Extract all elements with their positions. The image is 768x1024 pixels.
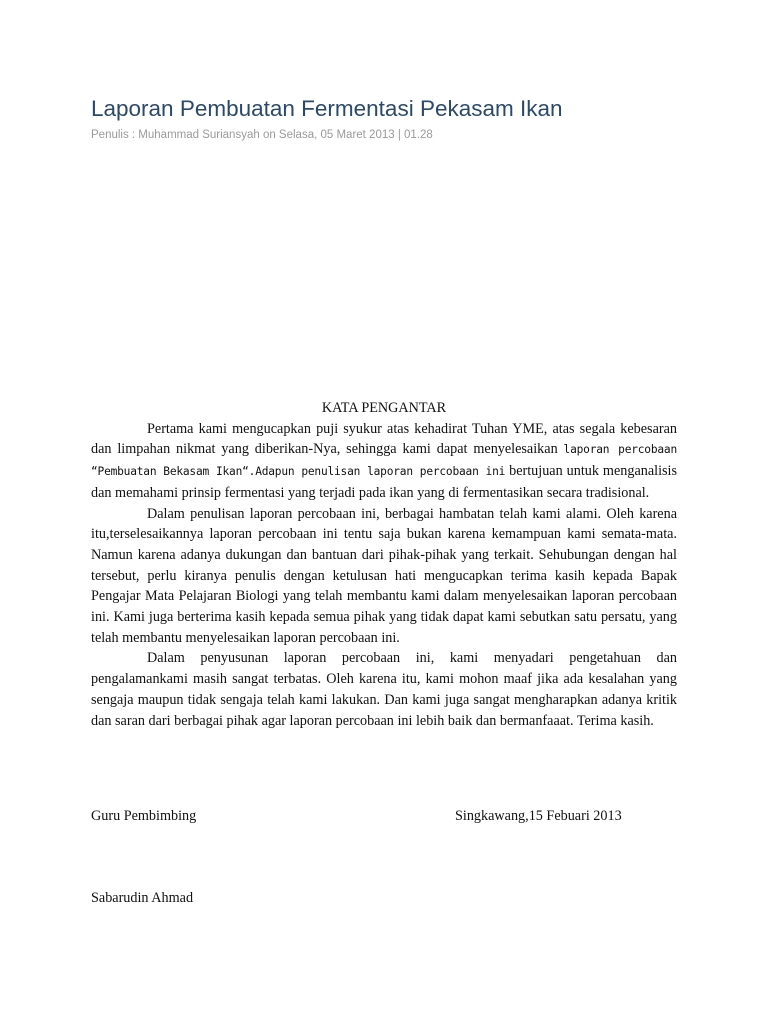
place-date: Singkawang,15 Febuari 2013	[455, 808, 622, 824]
paragraph-2: Dalam penulisan laporan percobaan ini, berbagai hambatan telah kami alami. Oleh karena itu,terselesaikannya laporan percobaan ini tentu saja bukan karena kemampuan kami semata-mata. Namun karena adanya dukungan dan bantuan dari pihak-pihak yang terkait. Sehubungan dengan hal tersebut, perlu kiranya penulis dengan ketulusan hati mengucapkan terima kasih kepada Bapak Pengajar Mata Pelajaran Biologi yang telah membantu kami dalam menyelesaikan laporan percobaan ini. Kami juga berterima kasih kepada semua pihak yang tidak dapat kami sebutkan satu persatu, yang telah membantu menyelesaikan laporan percobaan ini.	[91, 505, 677, 646]
paragraph-1-part-1: Pertama kami mengucapkan puji syukur atas kehadirat Tuhan YME, atas segala kebesaran dan limpahan nikmat yang diberikan-Nya, sehingga kami dapat menyelesaikan	[91, 420, 677, 458]
author-meta: Penulis : Muhammad Suriansyah on Selasa, 05 Maret 2013 | 01.28	[91, 129, 433, 141]
supervisor-label: Guru Pembimbing	[91, 808, 197, 824]
page-title: Laporan Pembuatan Fermentasi Pekasam Ikan	[91, 96, 563, 121]
paragraph-1-part-2: laporan percobaan “Pembuatan Bekasam Ikan“.Adapun penulisan laporan percobaan ini	[91, 443, 677, 479]
document-body	[91, 398, 677, 731]
section-heading: KATA PENGANTAR	[321, 400, 447, 416]
paragraph-1-part-3: bertujuan untuk menganalisis dan memahami prinsip fermentasi yang terjadi pada ikan yang di fermentasikan secara tradisional.	[91, 463, 677, 501]
paragraph-3: Dalam penyusunan laporan percobaan ini, kami menyadari pengetahuan dan pengalamankami masih sangat terbatas. Oleh karena itu, kami mohon maaf jika ada kesalahan yang sengaja maupun tidak sengaja telah kami lakukan. Dan kami juga sangat mengharapkan adanya kritik dan saran dari berbagai pihak agar laporan percobaan ini lebih baik dan bermanfaaat. Terima kasih.	[91, 650, 677, 729]
paragraph-1	[91, 419, 677, 504]
signer-name: Sabarudin Ahmad	[91, 890, 194, 906]
